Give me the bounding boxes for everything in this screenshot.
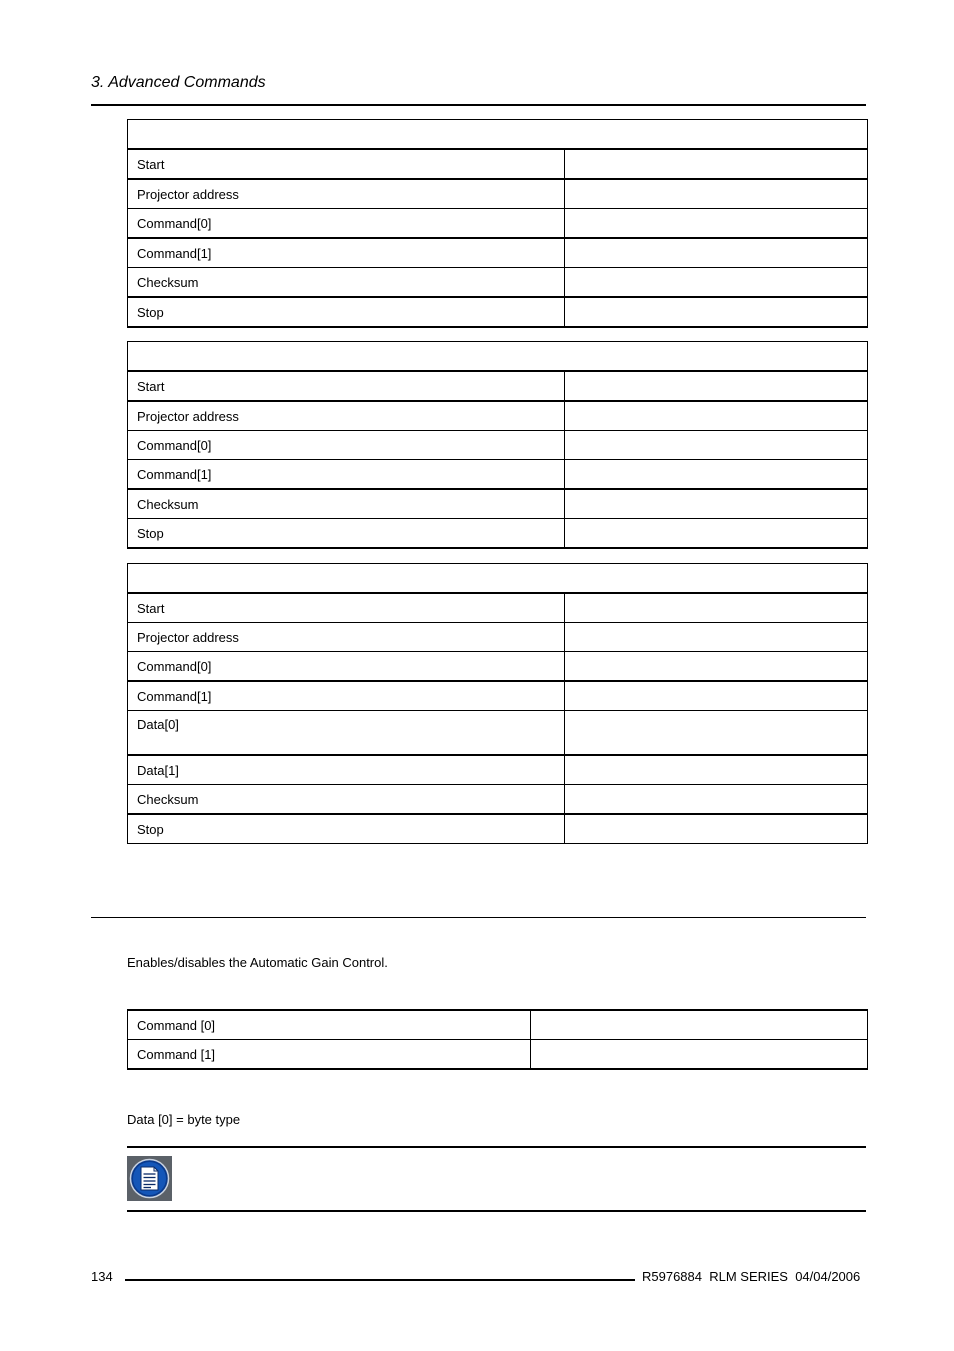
- table-cell-label: Start: [128, 371, 565, 401]
- footer-page-number: 134: [91, 1269, 113, 1284]
- table-cell-label: Stop: [128, 814, 565, 844]
- table-cell-value: [531, 1010, 868, 1040]
- table-cell-value: [565, 401, 868, 431]
- note-icon: [127, 1156, 172, 1201]
- table-cell-label: Command [0]: [128, 1010, 531, 1040]
- table-cell-value: [565, 489, 868, 519]
- table-cell-value: [565, 814, 868, 844]
- table-cell-label: Projector address: [128, 179, 565, 209]
- table-cell-label: Projector address: [128, 401, 565, 431]
- note-rule-bottom: [127, 1210, 866, 1212]
- table-cell-label: Command[1]: [128, 460, 565, 490]
- table-header: [128, 342, 868, 372]
- table-cell-value: [565, 431, 868, 460]
- table-cell-value: [565, 755, 868, 785]
- table-cell-label: Command[1]: [128, 238, 565, 268]
- table-cell-value: [565, 593, 868, 623]
- table-cell-value: [565, 149, 868, 179]
- table-cell-value: [565, 371, 868, 401]
- command-table-3: [127, 563, 868, 844]
- table-cell-value: [565, 179, 868, 209]
- table-cell-value: [565, 460, 868, 490]
- table-header: [128, 564, 868, 594]
- table-cell-label: Data[0]: [128, 711, 565, 756]
- section-description: Enables/disables the Automatic Gain Control.: [127, 955, 388, 970]
- table-cell-value: [565, 652, 868, 682]
- command-table-2: [127, 341, 868, 549]
- table-cell-label: Command[1]: [128, 681, 565, 711]
- table-cell-value: [565, 711, 868, 756]
- table-cell-label: Command[0]: [128, 209, 565, 239]
- data-type-line: Data [0] = byte type: [127, 1112, 241, 1127]
- table-cell-value: [565, 681, 868, 711]
- table-cell-value: [565, 519, 868, 549]
- table-cell-label: Projector address: [128, 623, 565, 652]
- command-table-1: [127, 119, 868, 328]
- table-cell-label: Command[0]: [128, 652, 565, 682]
- table-cell-value: [565, 297, 868, 327]
- section-rule: [91, 917, 866, 918]
- table-cell-label: Data[1]: [128, 755, 565, 785]
- page-header-title: 3. Advanced Commands: [91, 74, 266, 91]
- table-cell-value: [565, 238, 868, 268]
- table-cell-label: Checksum: [128, 785, 565, 815]
- table-cell-label: Command [1]: [128, 1040, 531, 1070]
- table-cell-label: Command[0]: [128, 431, 565, 460]
- table-cell-value: [565, 785, 868, 815]
- footer-rule: [125, 1279, 635, 1281]
- table-cell-label: Stop: [128, 519, 565, 549]
- table-cell-label: Stop: [128, 297, 565, 327]
- note-rule-top: [127, 1146, 866, 1148]
- table-cell-label: Checksum: [128, 268, 565, 298]
- header-rule: [91, 104, 866, 106]
- footer-doc-info: R5976884 RLM SERIES 04/04/2006: [642, 1269, 861, 1284]
- table-cell-label: Checksum: [128, 489, 565, 519]
- table-header: [128, 120, 868, 150]
- command-bytes-table: [127, 1009, 868, 1070]
- table-cell-label: Start: [128, 593, 565, 623]
- table-cell-value: [531, 1040, 868, 1070]
- table-cell-label: Start: [128, 149, 565, 179]
- table-cell-value: [565, 268, 868, 298]
- table-cell-value: [565, 623, 868, 652]
- table-cell-value: [565, 209, 868, 239]
